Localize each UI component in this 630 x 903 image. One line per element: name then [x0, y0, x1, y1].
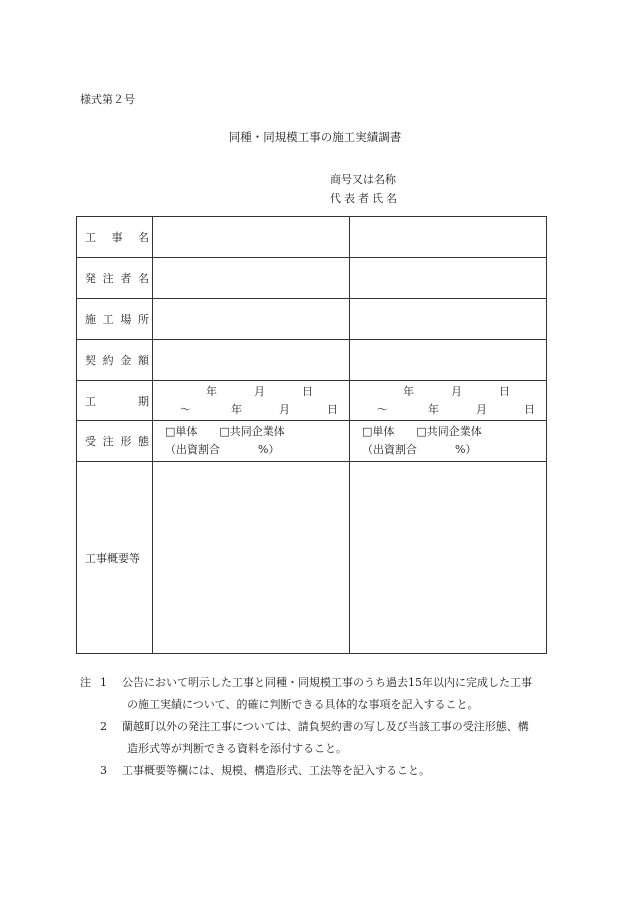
- day-unit: 日: [327, 402, 338, 416]
- period-label: [77, 381, 153, 421]
- label-char: 発: [85, 272, 96, 285]
- single-checkbox[interactable]: □単体: [362, 425, 395, 438]
- tilde: ～: [377, 402, 388, 416]
- summary-label: 工事概要等: [77, 462, 153, 654]
- note-number: 2: [100, 720, 107, 733]
- label-char: 額: [137, 354, 149, 367]
- table-row: [77, 381, 547, 421]
- percent-close: %）: [455, 443, 477, 456]
- notes: [80, 672, 560, 782]
- label-char: 形: [120, 435, 132, 448]
- label-char: 施: [85, 313, 96, 326]
- label-char: 受: [85, 435, 96, 448]
- period-cell-1[interactable]: [153, 381, 350, 421]
- note-text: 造形式等が判断できる資料を添付すること。: [127, 742, 347, 755]
- label-char: 工: [85, 394, 96, 408]
- label-char: 事: [111, 231, 123, 244]
- year-unit: 年: [231, 402, 242, 416]
- summary-cell-1[interactable]: [153, 462, 350, 654]
- table-row: [77, 258, 547, 299]
- investment-ratio-label: （出資割合: [362, 443, 417, 456]
- label-char: 場: [120, 313, 132, 326]
- representative-name-label: 代表者氏名: [330, 192, 400, 205]
- work-name-label: [77, 217, 153, 258]
- day-unit: 日: [499, 384, 510, 398]
- table-row: [77, 299, 547, 340]
- single-checkbox[interactable]: □単体: [165, 425, 198, 438]
- note-text: 工事概要等欄には、規模、構造形式、工法等を記入すること。: [122, 764, 430, 777]
- table-row: [77, 421, 547, 462]
- month-unit: 月: [451, 384, 462, 398]
- contract-amount-cell-2[interactable]: [350, 340, 547, 381]
- label-char: 契: [85, 354, 96, 367]
- label-char: 注: [102, 435, 114, 448]
- company-name-label: 商号又は名称: [330, 173, 396, 186]
- note-number: 3: [100, 764, 107, 777]
- table-row: [77, 340, 547, 381]
- note-text: 蘭越町以外の発注工事については、請負契約書の写し及び当該工事の受注形態、構: [122, 720, 529, 733]
- tilde: ～: [180, 402, 191, 416]
- location-label: [77, 299, 153, 340]
- document-title: 同種・同規模工事の施工実績調書: [228, 130, 402, 144]
- work-name-cell-1[interactable]: [153, 217, 350, 258]
- label-char: 金: [120, 354, 132, 367]
- year-unit: 年: [403, 384, 414, 398]
- client-label: [77, 258, 153, 299]
- day-unit: 日: [302, 384, 313, 398]
- client-cell-2[interactable]: [350, 258, 547, 299]
- label-char: 工: [102, 313, 114, 326]
- notes-head: 注: [80, 676, 91, 689]
- order-form-cell-2[interactable]: [350, 421, 547, 462]
- order-form-label: [77, 421, 153, 462]
- jv-checkbox[interactable]: □共同企業体: [416, 425, 482, 438]
- order-form-cell-1[interactable]: [153, 421, 350, 462]
- work-name-cell-2[interactable]: [350, 217, 547, 258]
- investment-ratio-label: （出資割合: [165, 443, 220, 456]
- label-char: 期: [138, 394, 149, 408]
- year-unit: 年: [206, 384, 217, 398]
- label-char: 態: [137, 435, 149, 448]
- location-cell-2[interactable]: [350, 299, 547, 340]
- jv-checkbox[interactable]: □共同企業体: [219, 425, 285, 438]
- period-cell-2[interactable]: [350, 381, 547, 421]
- form-number: 様式第２号: [80, 93, 135, 106]
- contract-amount-cell-1[interactable]: [153, 340, 350, 381]
- label-char: 約: [102, 354, 114, 367]
- note-number: 1: [100, 676, 107, 689]
- contract-amount-label: [77, 340, 153, 381]
- label-char: 工: [85, 231, 96, 244]
- label-char: 所: [137, 313, 149, 326]
- month-unit: 月: [254, 384, 265, 398]
- summary-cell-2[interactable]: [350, 462, 547, 654]
- month-unit: 月: [476, 402, 487, 416]
- label-char: 名: [138, 231, 149, 244]
- construction-record-table: [76, 216, 547, 654]
- note-text: の施工実績について、的確に判断できる具体的な事項を記入すること。: [127, 698, 479, 711]
- label-char: 注: [102, 272, 114, 285]
- month-unit: 月: [279, 402, 290, 416]
- note-text: 公告において明示した工事と同種・同規模工事のうち過去15年以内に完成した工事: [122, 676, 532, 689]
- applicant-block: [330, 170, 400, 208]
- day-unit: 日: [524, 402, 535, 416]
- table-row: [77, 462, 547, 654]
- client-cell-1[interactable]: [153, 258, 350, 299]
- label-char: 者: [120, 272, 132, 285]
- table-row: [77, 217, 547, 258]
- label-char: 名: [137, 272, 149, 285]
- location-cell-1[interactable]: [153, 299, 350, 340]
- year-unit: 年: [428, 402, 439, 416]
- percent-close: %）: [258, 443, 280, 456]
